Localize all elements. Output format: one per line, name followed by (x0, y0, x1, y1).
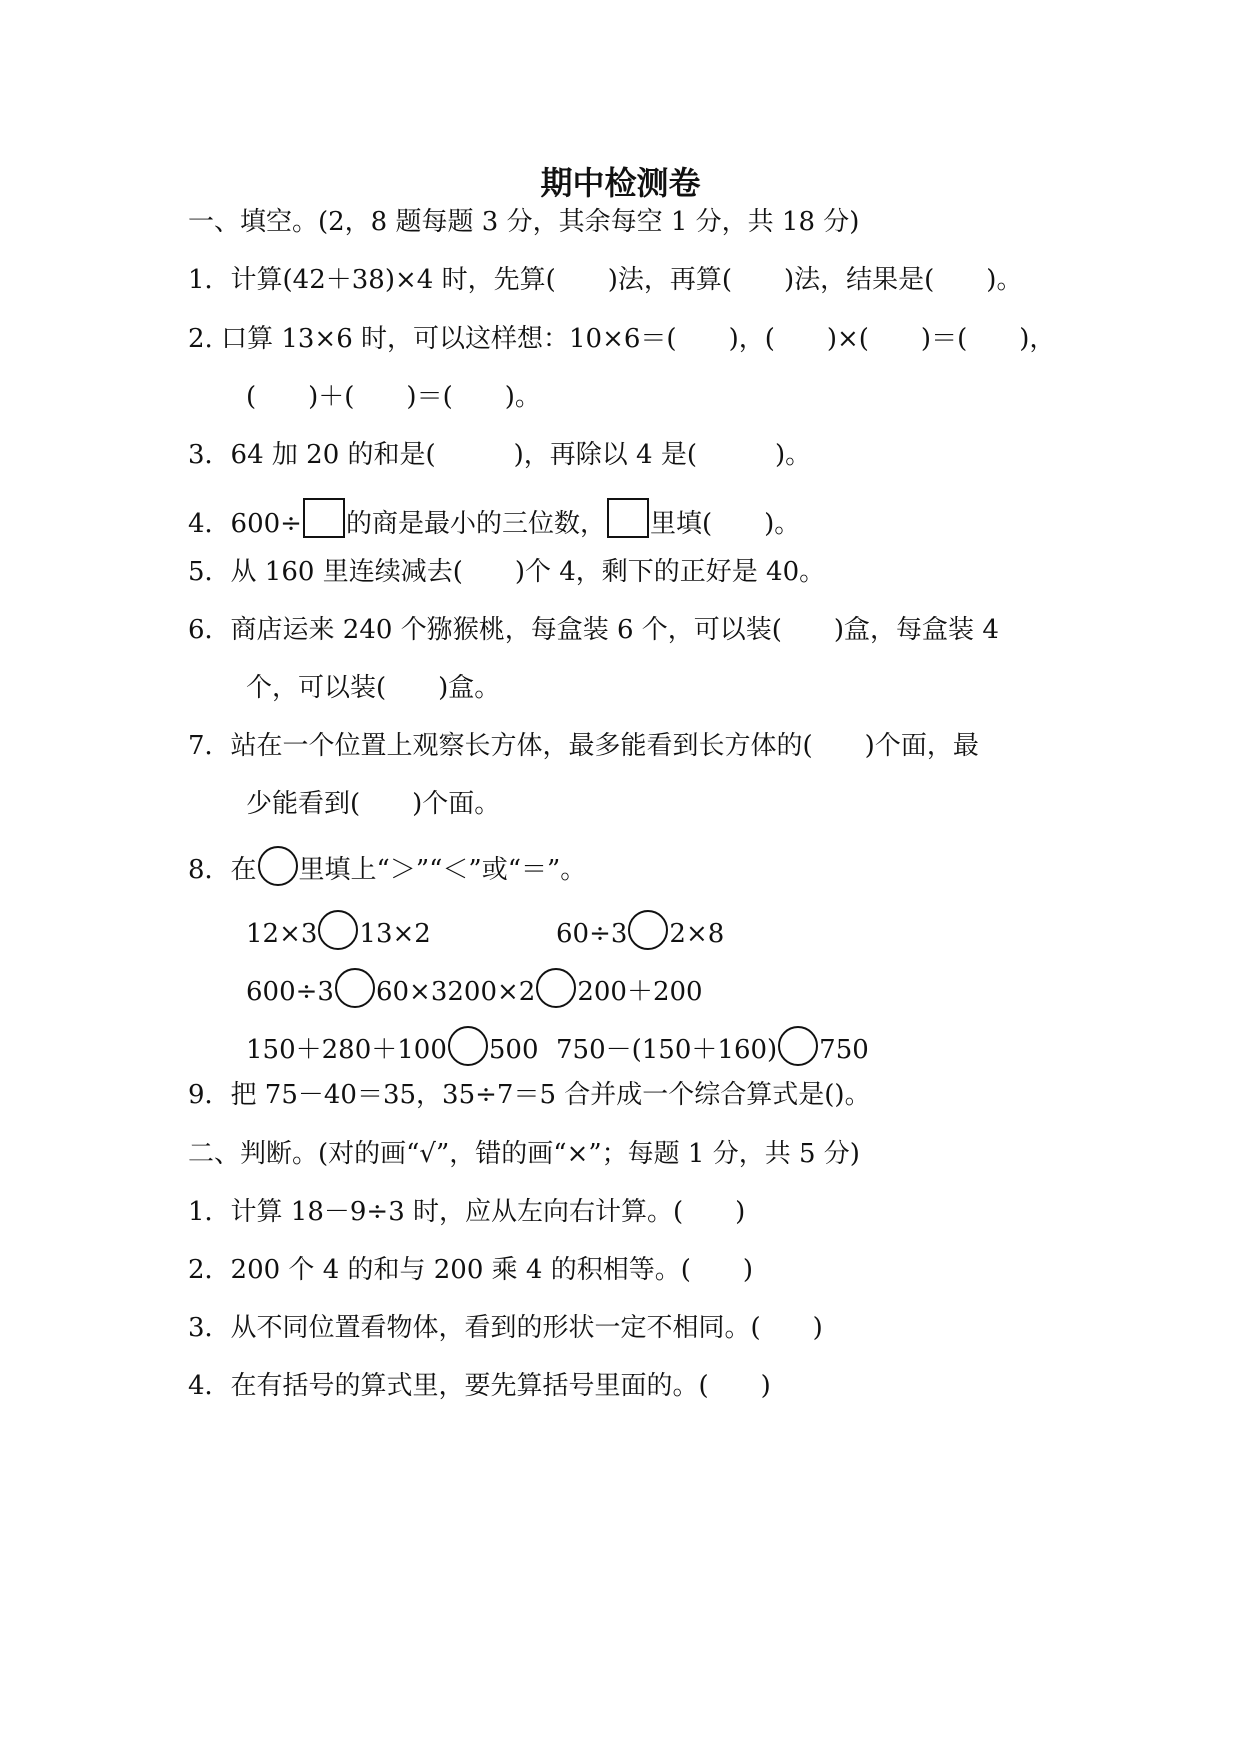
section2-heading: 二、判断。(对的画“√”，错的画“×”；每题 1 分，共 5 分) (188, 1139, 860, 1169)
question-1-8-part2: 里填上“＞”“＜”或“＝”。 (298, 855, 587, 885)
question-1-9: 9．把 75－40＝35，35÷7＝5 合并成一个综合算式是()。 (188, 1080, 871, 1110)
question-1-3: 3．64 加 20 的和是( )，再除以 4 是( )。 (188, 440, 812, 470)
compare-row-1 (246, 910, 431, 951)
compare-left: 12×3 (246, 919, 318, 949)
compare-row-3 (246, 1026, 539, 1067)
question-2-4: 4．在有括号的算式里，要先算括号里面的。( ) (188, 1371, 771, 1401)
question-1-6-line1: 6．商店运来 240 个猕猴桃，每盒装 6 个，可以装( )盒，每盒装 4 (188, 615, 999, 645)
compare-right: 750 (819, 1035, 869, 1065)
answer-circle-icon (448, 1026, 488, 1066)
question-1-8 (188, 846, 586, 887)
question-1-5: 5．从 160 里连续减去( )个 4，剩下的正好是 40。 (188, 557, 826, 587)
question-1-4-part3: 里填( )。 (649, 509, 801, 539)
question-1-8-part1: 8．在 (188, 855, 257, 885)
answer-box-icon (303, 498, 345, 538)
answer-circle-icon (628, 910, 668, 950)
answer-circle-icon (318, 910, 358, 950)
compare-row-3b (556, 1026, 869, 1067)
question-1-1: 1．计算(42＋38)×4 时，先算( )法，再算( )法，结果是( )。 (188, 265, 1023, 295)
answer-circle-icon (536, 968, 576, 1008)
compare-left: 150＋280＋100 (246, 1035, 447, 1065)
answer-circle-icon (335, 968, 375, 1008)
question-1-4-part2: 的商是最小的三位数， (345, 509, 606, 539)
answer-box-icon (607, 498, 649, 538)
question-2-1: 1．计算 18－9÷3 时，应从左向右计算。( ) (188, 1197, 746, 1227)
compare-row-1b (556, 910, 724, 951)
compare-right: 500 (488, 1035, 539, 1065)
compare-right: 2×8 (669, 919, 725, 949)
answer-circle-icon (258, 846, 298, 886)
section1-heading: 一、填空。(2，8 题每题 3 分，其余每空 1 分，共 18 分) (188, 207, 860, 237)
compare-right: 13×2 (359, 919, 431, 949)
compare-left: 750－(150＋160) (556, 1035, 778, 1065)
question-1-4 (188, 498, 800, 541)
compare-row-2 (246, 968, 703, 1009)
compare-right: 200＋200 (577, 977, 703, 1007)
question-1-6-line2: 个，可以装( )盒。 (246, 673, 501, 703)
answer-circle-icon (778, 1026, 818, 1066)
question-1-4-part1: 4．600÷ (188, 509, 302, 539)
page-title: 期中检测卷 (540, 164, 701, 202)
compare-left: 60÷3 (556, 919, 628, 949)
question-1-2-line2: ( )＋( )＝( )。 (246, 382, 541, 412)
question-2-3: 3．从不同位置看物体，看到的形状一定不相同。( ) (188, 1313, 823, 1343)
compare-left: 600÷3 (246, 977, 334, 1007)
compare-left: 200×2 (447, 977, 536, 1007)
question-1-7-line2: 少能看到( )个面。 (246, 789, 501, 819)
question-2-2: 2．200 个 4 的和与 200 乘 4 的积相等。( ) (188, 1255, 754, 1285)
compare-right: 60×3 (375, 977, 448, 1007)
question-1-2-line1: 2. 口算 13×6 时，可以这样想：10×6＝( )，( )×( )＝( )， (188, 324, 1056, 354)
question-1-7-line1: 7．站在一个位置上观察长方体，最多能看到长方体的( )个面，最 (188, 731, 979, 761)
